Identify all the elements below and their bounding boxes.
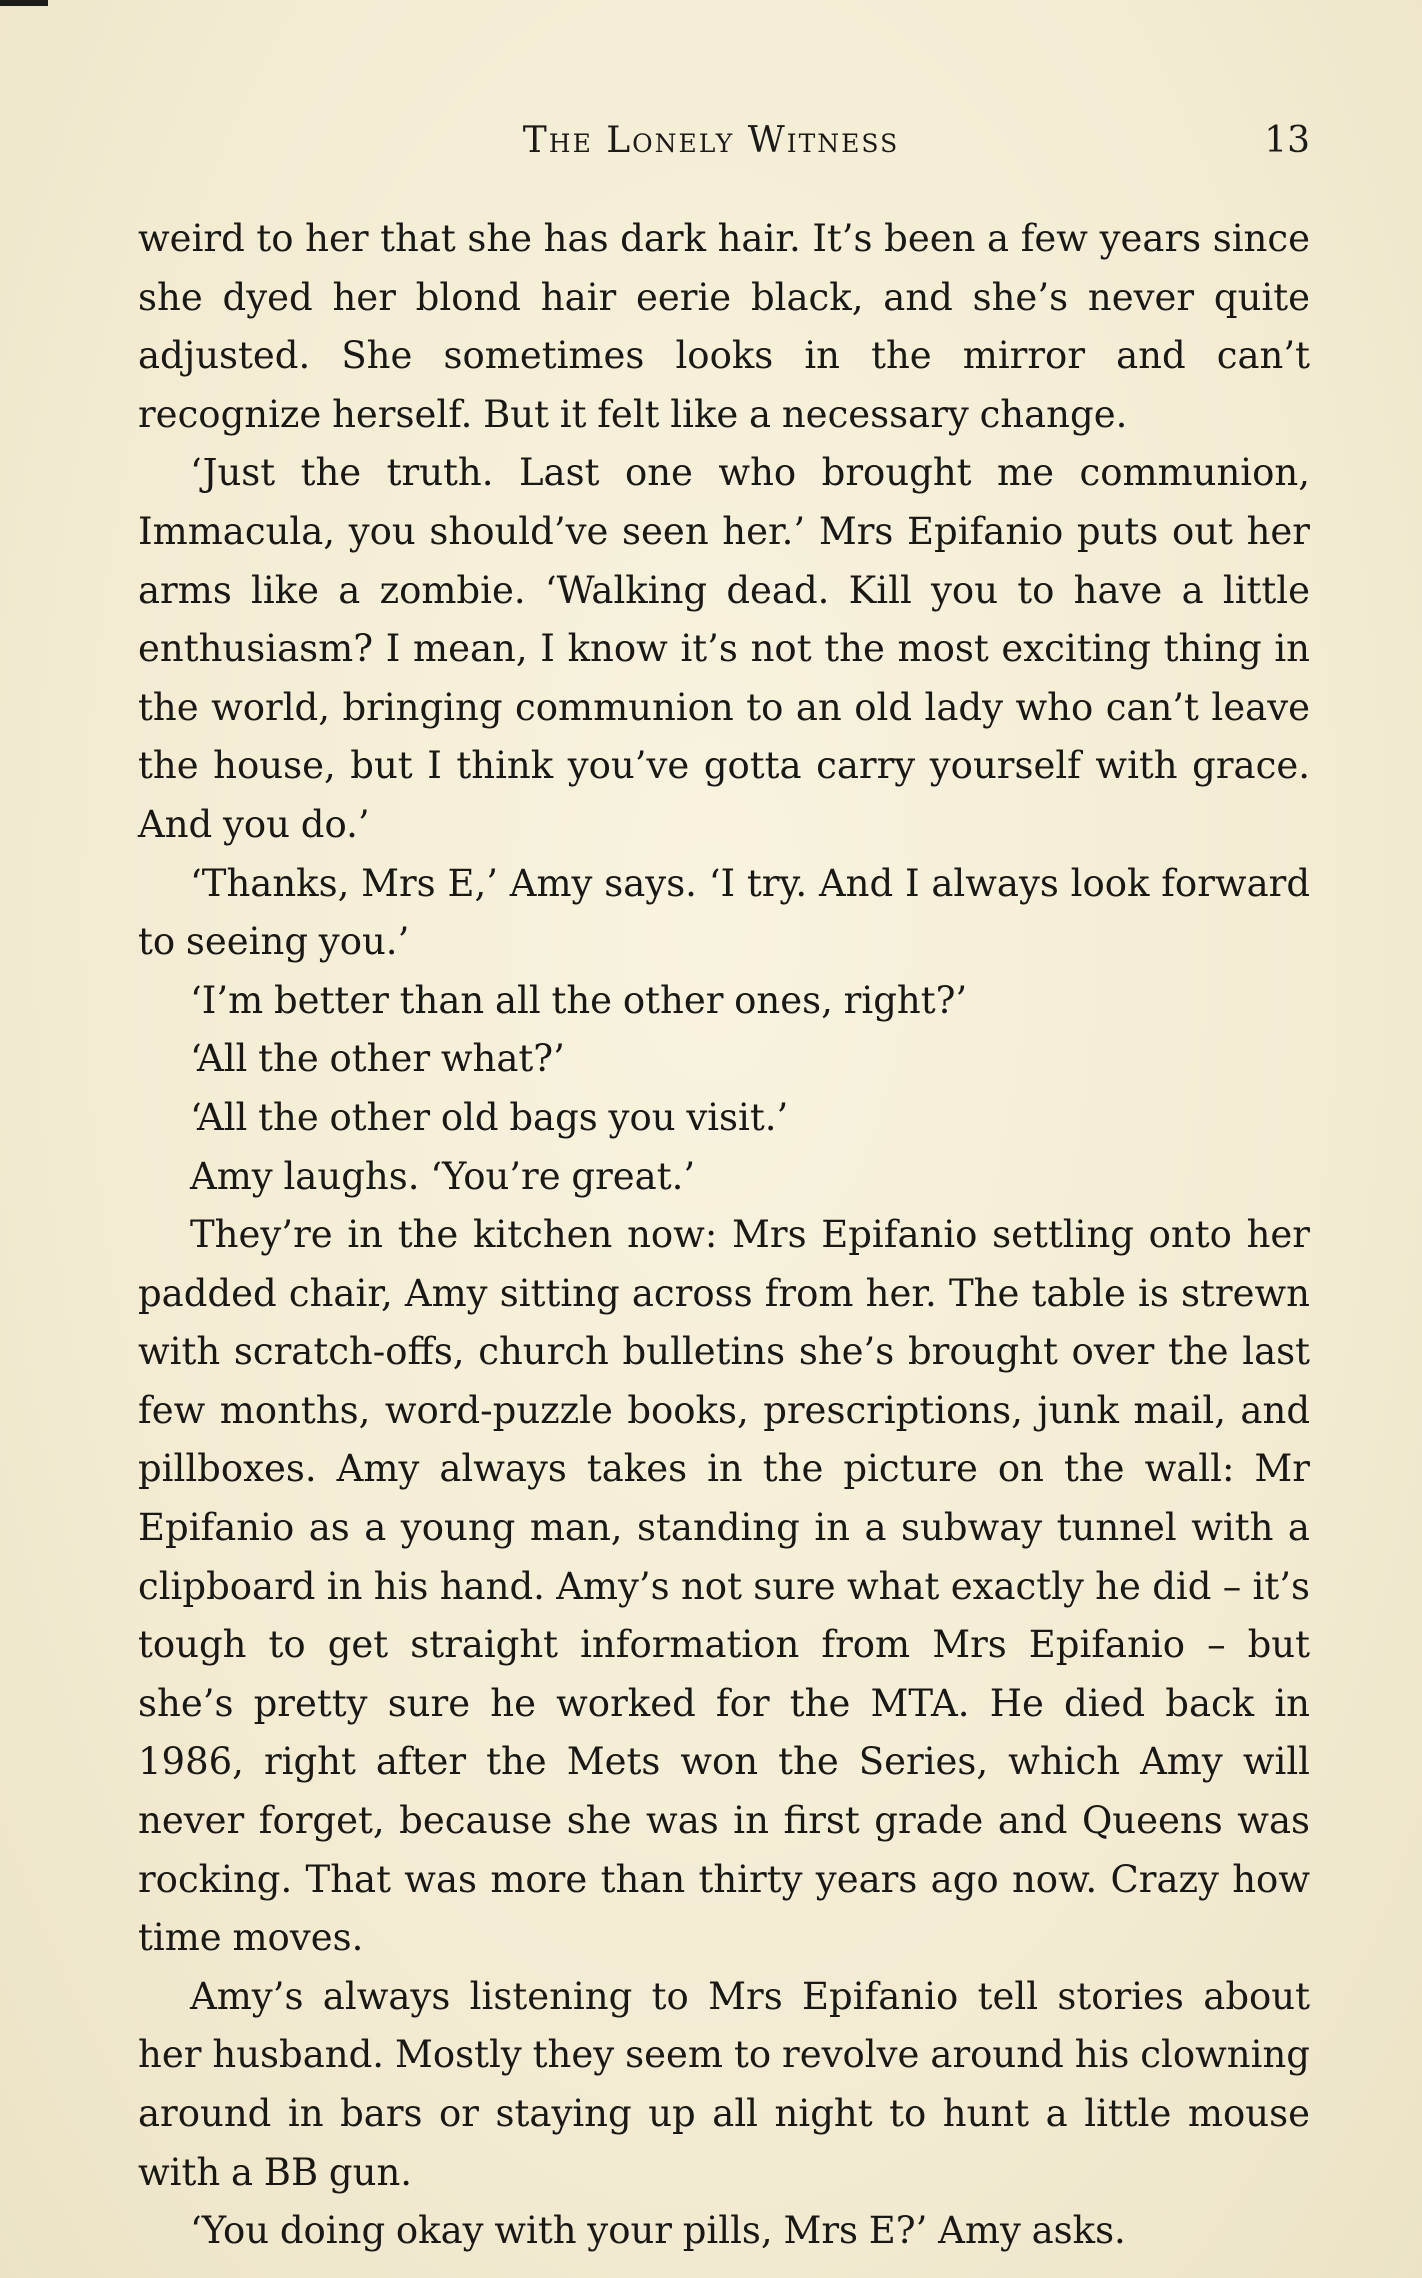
paragraph: ‘All the other old bags you visit.’ [190,1095,789,1139]
paragraph: Amy laughs. ‘You’re great.’ [190,1154,696,1198]
paragraph: ‘Just the truth. Last one who brought me communion, Immacula, you should’ve seen her.’ Mrs Epifanio puts out her arms like a zombie. ‘Walking dead. Kill you to have a little enthusiasm? I mean, I know it’s not the most exciting thing in the world, bringing communion to an old lady who can’t leave the house, but I think you’ve gotta carry yourself with grace. And you do.’ [138,451,1310,846]
running-head [0,120,1422,180]
paragraph: ‘All the other what?’ [190,1037,565,1081]
paragraph: Amy’s always listening to Mrs Epifanio tell stories about her husband. Mostly they seem to revolve around his clowning around in bars or staying up all night to hunt a little mouse with a BB gun. [138,1974,1310,2194]
paragraph: ‘I’m better than all the other ones, right?’ [190,978,968,1022]
paragraph: weird to her that she has dark hair. It’s been a few years since she dyed her blond hair eerie black, and she’s never quite adjusted. She sometimes looks in the mirror and can’t recognize herself. But it felt like a necessary change. [138,217,1310,436]
running-title: The Lonely Witness [522,120,900,161]
paragraph: ‘Thanks, Mrs E,’ Amy says. ‘I try. And I always look forward to seeing you.’ [138,861,1310,964]
paragraph: ‘You doing okay with your pills, Mrs E?’ Amy asks. [190,2209,1126,2253]
page-number: 13 [1264,120,1310,161]
scan-corner-mark [0,0,48,6]
paragraph: They’re in the kitchen now: Mrs Epifanio settling onto her padded chair, Amy sitting across from her. The table is strewn with scratch-offs, church bulletins she’s brought over the last few months, word-puzzle books, prescriptions, junk mail, and pillboxes. Amy always takes in the picture on the wall: Mr Epifanio as a young man, standing in a subway tunnel with a clipboard in his hand. Amy’s not sure what exactly he did – it’s tough to get straight information from Mrs Epifanio – but she’s pretty sure he worked for the MTA. He died back in 1986, right after the Mets won the Series, which Amy will never forget, because she was in first grade and Queens was rocking. That was more than thirty years ago now. Crazy how time moves. [138,1213,1310,1960]
body-text [138,210,1310,2261]
